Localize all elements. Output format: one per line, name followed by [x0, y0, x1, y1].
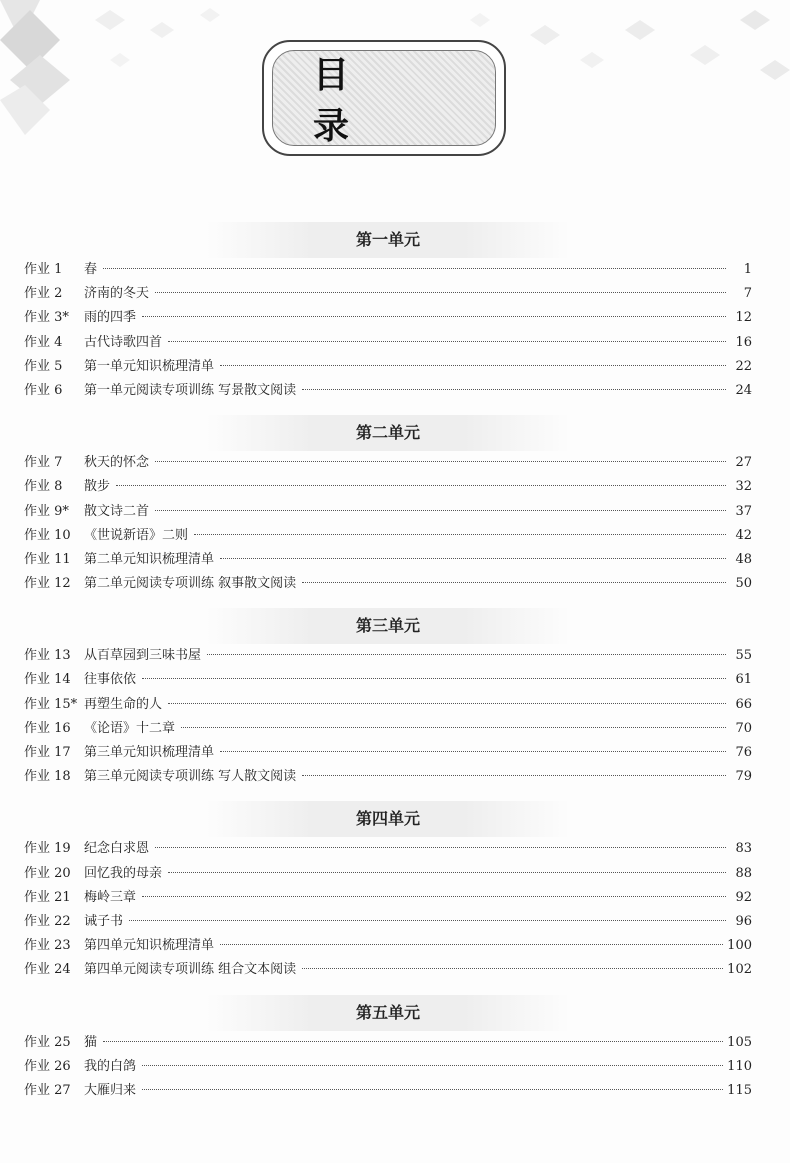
dot-leader: [116, 485, 726, 486]
toc-entry[interactable]: [24, 717, 752, 741]
entry-number: 作业 15*: [24, 696, 78, 712]
entry-page: 88: [735, 865, 752, 881]
toc-entry[interactable]: [24, 837, 752, 861]
entry-number: 作业 14: [24, 672, 71, 688]
dot-leader: [220, 365, 726, 366]
entry-number: 作业 21: [24, 889, 71, 905]
toc-entry[interactable]: [24, 934, 752, 958]
toc-entry[interactable]: [24, 958, 752, 982]
dot-leader: [194, 534, 726, 535]
entry-page: 27: [735, 455, 752, 471]
entry-title: 往事依依: [84, 672, 137, 688]
unit-title: 第三单元: [24, 608, 752, 644]
toc-entry[interactable]: [24, 258, 752, 282]
entry-title: 梅岭三章: [84, 889, 137, 905]
entry-number: 作业 24: [24, 962, 71, 978]
entry-page: 61: [735, 672, 752, 688]
table-of-contents: [24, 222, 752, 1115]
entry-page: 96: [735, 913, 752, 929]
unit-section: [24, 995, 752, 1104]
entry-number: 作业 6: [24, 382, 63, 398]
entry-number: 作业 11: [24, 551, 71, 567]
dot-leader: [142, 316, 726, 317]
toc-entry[interactable]: [24, 1079, 752, 1103]
toc-entry[interactable]: [24, 886, 752, 910]
toc-entry[interactable]: [24, 644, 752, 668]
entry-title: 猫: [84, 1034, 98, 1050]
toc-entry[interactable]: [24, 572, 752, 596]
entry-title: 从百草园到三味书屋: [84, 648, 202, 664]
dot-leader: [142, 896, 726, 897]
entry-number: 作业 10: [24, 527, 71, 543]
entry-number: 作业 1: [24, 262, 63, 277]
entry-page: 42: [735, 527, 752, 543]
unit-section: [24, 801, 752, 982]
dot-leader: [155, 510, 726, 511]
entry-title: 秋天的怀念: [84, 455, 150, 471]
dot-leader: [103, 268, 726, 269]
toc-entry[interactable]: [24, 306, 752, 330]
toc-entry[interactable]: [24, 355, 752, 379]
entry-number: 作业 16: [24, 720, 71, 736]
toc-entry[interactable]: [24, 765, 752, 789]
entry-page: 22: [735, 358, 752, 374]
entry-page: 66: [735, 696, 752, 712]
entry-title: 第二单元阅读专项训练 叙事散文阅读: [84, 576, 297, 592]
entry-page: 105: [727, 1034, 752, 1050]
entry-title: 《论语》十二章: [84, 720, 176, 736]
entry-number: 作业 3*: [24, 310, 69, 326]
entry-page: 92: [735, 889, 752, 905]
toc-entry[interactable]: [24, 548, 752, 572]
dot-leader: [302, 968, 723, 969]
toc-entry[interactable]: [24, 1055, 752, 1079]
entry-title: 第四单元阅读专项训练 组合文本阅读: [84, 962, 297, 978]
dot-leader: [155, 847, 726, 848]
title-inner-frame: [272, 50, 496, 146]
entry-page: 50: [735, 576, 752, 592]
dot-leader: [142, 1089, 723, 1090]
entry-title: 第一单元阅读专项训练 写景散文阅读: [84, 382, 297, 398]
entry-title: 我的白鸽: [84, 1058, 137, 1074]
toc-entry[interactable]: [24, 1031, 752, 1055]
entry-title: 古代诗歌四首: [84, 334, 163, 350]
entry-title: 散文诗二首: [84, 503, 150, 519]
entry-number: 作业 22: [24, 913, 71, 929]
dot-leader: [155, 461, 726, 462]
entry-title: 第三单元知识梳理清单: [84, 745, 215, 760]
entry-title: 散步: [84, 479, 111, 495]
toc-entry[interactable]: [24, 379, 752, 403]
entry-title: 大雁归来: [84, 1082, 137, 1098]
unit-title: 第四单元: [24, 801, 752, 837]
entry-number: 作业 13: [24, 648, 71, 664]
dot-leader: [103, 1041, 723, 1042]
entry-page: 32: [735, 479, 752, 495]
dot-leader: [220, 944, 723, 945]
entry-title: 第二单元知识梳理清单: [84, 551, 215, 567]
dot-leader: [220, 558, 726, 559]
entry-title: 济南的冬天: [84, 286, 150, 302]
entry-page: 7: [743, 286, 752, 302]
entry-title: 回忆我的母亲: [84, 865, 163, 881]
unit-section: [24, 415, 752, 596]
dot-leader: [129, 920, 726, 921]
dot-leader: [207, 654, 726, 655]
entry-title: 春: [84, 262, 98, 277]
entry-title: 纪念白求恩: [84, 841, 150, 857]
dot-leader: [220, 751, 726, 752]
dot-leader: [142, 1065, 723, 1066]
entry-page: 76: [735, 745, 752, 760]
entry-page: 12: [735, 310, 752, 326]
entry-number: 作业 26: [24, 1058, 71, 1074]
entry-title: 再塑生命的人: [84, 696, 163, 712]
toc-entry[interactable]: [24, 451, 752, 475]
toc-entry[interactable]: [24, 282, 752, 306]
dot-leader: [302, 389, 726, 390]
unit-section: [24, 608, 752, 789]
toc-entry[interactable]: [24, 331, 752, 355]
entry-page: 102: [727, 962, 752, 978]
entry-page: 115: [727, 1082, 752, 1098]
dot-leader: [302, 775, 726, 776]
entry-number: 作业 4: [24, 334, 63, 350]
toc-entry[interactable]: [24, 668, 752, 692]
entry-title: 第三单元阅读专项训练 写人散文阅读: [84, 769, 297, 785]
entry-page: 16: [735, 334, 752, 350]
entry-number: 作业 8: [24, 479, 63, 495]
entry-page: 79: [735, 769, 752, 785]
entry-title: 第一单元知识梳理清单: [84, 358, 215, 374]
unit-title: 第二单元: [24, 415, 752, 451]
toc-entry[interactable]: [24, 741, 752, 765]
entry-title: 第四单元知识梳理清单: [84, 938, 215, 954]
entry-page: 83: [735, 841, 752, 857]
dot-leader: [142, 678, 726, 679]
entry-page: 1: [743, 262, 752, 277]
toc-entry[interactable]: [24, 910, 752, 934]
entry-number: 作业 9*: [24, 503, 69, 519]
unit-title: 第五单元: [24, 995, 752, 1031]
dot-leader: [302, 582, 726, 583]
entry-number: 作业 2: [24, 286, 63, 302]
entry-title: 雨的四季: [84, 310, 137, 326]
entry-number: 作业 19: [24, 841, 71, 857]
entry-page: 110: [727, 1058, 752, 1074]
unit-section: [24, 222, 752, 403]
dot-leader: [181, 727, 726, 728]
dot-leader: [155, 292, 726, 293]
entry-number: 作业 18: [24, 769, 71, 785]
entry-page: 70: [735, 720, 752, 736]
entry-number: 作业 12: [24, 576, 71, 592]
toc-entry[interactable]: [24, 475, 752, 499]
entry-number: 作业 17: [24, 745, 71, 760]
entry-number: 作业 25: [24, 1034, 71, 1050]
toc-entry[interactable]: [24, 862, 752, 886]
entry-page: 48: [735, 551, 752, 567]
entry-number: 作业 5: [24, 358, 63, 374]
entry-page: 24: [735, 382, 752, 398]
page-title: 目 录: [313, 55, 390, 147]
title-frame: [262, 40, 506, 156]
dot-leader: [168, 872, 726, 873]
toc-entry[interactable]: [24, 500, 752, 524]
unit-title: 第一单元: [24, 222, 752, 258]
entry-number: 作业 20: [24, 865, 71, 881]
entry-number: 作业 7: [24, 455, 63, 471]
entry-number: 作业 23: [24, 938, 71, 954]
entry-title: 诫子书: [84, 913, 124, 929]
toc-entry[interactable]: [24, 524, 752, 548]
entry-number: 作业 27: [24, 1082, 71, 1098]
entry-page: 37: [735, 503, 752, 519]
toc-entry[interactable]: [24, 693, 752, 717]
entry-page: 55: [735, 648, 752, 664]
dot-leader: [168, 341, 726, 342]
dot-leader: [168, 703, 726, 704]
entry-title: 《世说新语》二则: [84, 527, 189, 543]
entry-page: 100: [727, 938, 752, 954]
